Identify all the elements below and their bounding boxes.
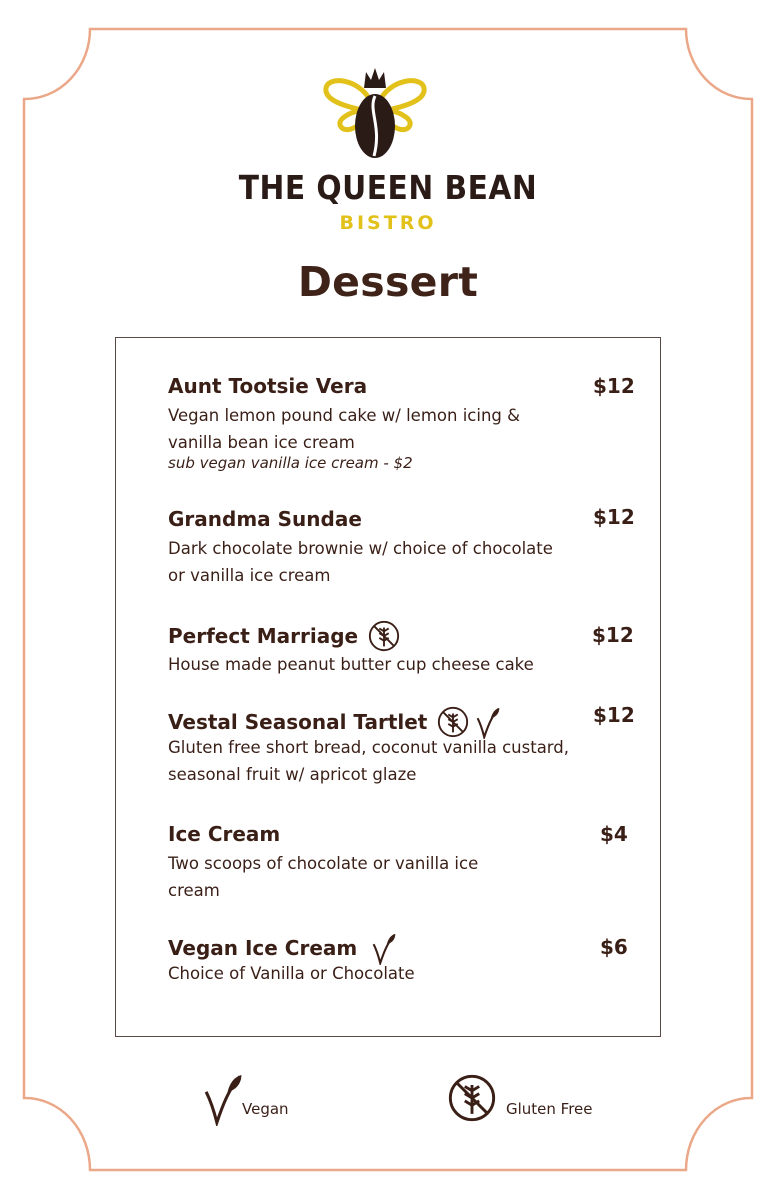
item-description: Two scoops of chocolate or vanilla ice cream <box>168 854 479 900</box>
queen-bean-logo <box>320 66 430 166</box>
item-description: Vegan lemon pound cake w/ lemon icing & vanilla bean ice cream <box>168 406 520 452</box>
item-name: Grandma Sundae <box>168 507 362 531</box>
vegan-icon <box>200 1070 246 1126</box>
item-price: $12 <box>593 505 635 529</box>
item-description: Dark chocolate brownie w/ choice of chocolate or vanilla ice cream <box>168 539 553 585</box>
legend-vegan <box>200 1068 289 1128</box>
item-note: sub vegan vanilla ice cream - $2 <box>168 454 413 472</box>
item-price: $12 <box>592 623 634 647</box>
item-name-row <box>168 619 402 653</box>
legend-gluten-free-label: Gluten Free <box>506 1100 593 1118</box>
menu-box <box>115 337 661 1037</box>
gluten-free-icon <box>366 619 402 653</box>
item-description: Choice of Vanilla or Chocolate <box>168 964 415 983</box>
item-price: $4 <box>600 822 628 846</box>
page-title: Dessert <box>297 258 479 306</box>
brand-subtitle: BISTRO <box>339 212 437 234</box>
item-price: $6 <box>600 935 628 959</box>
item-name: Aunt Tootsie Vera <box>168 374 368 398</box>
legend-gluten-free <box>446 1068 593 1128</box>
item-price: $12 <box>593 374 635 398</box>
item-name: Ice Cream <box>168 822 281 846</box>
item-description: Gluten free short bread, coconut vanilla custard, seasonal fruit w/ apricot glaze <box>168 738 570 784</box>
legend-vegan-label: Vegan <box>242 1100 289 1118</box>
gluten-free-icon <box>446 1072 498 1124</box>
item-name: Perfect Marriage <box>168 624 359 648</box>
brand-name: THE QUEEN BEAN <box>238 168 538 207</box>
item-description: House made peanut butter cup cheese cake <box>168 655 534 674</box>
item-name: Vestal Seasonal Tartlet <box>168 710 428 734</box>
item-name: Vegan Ice Cream <box>168 936 358 960</box>
item-price: $12 <box>593 703 635 727</box>
